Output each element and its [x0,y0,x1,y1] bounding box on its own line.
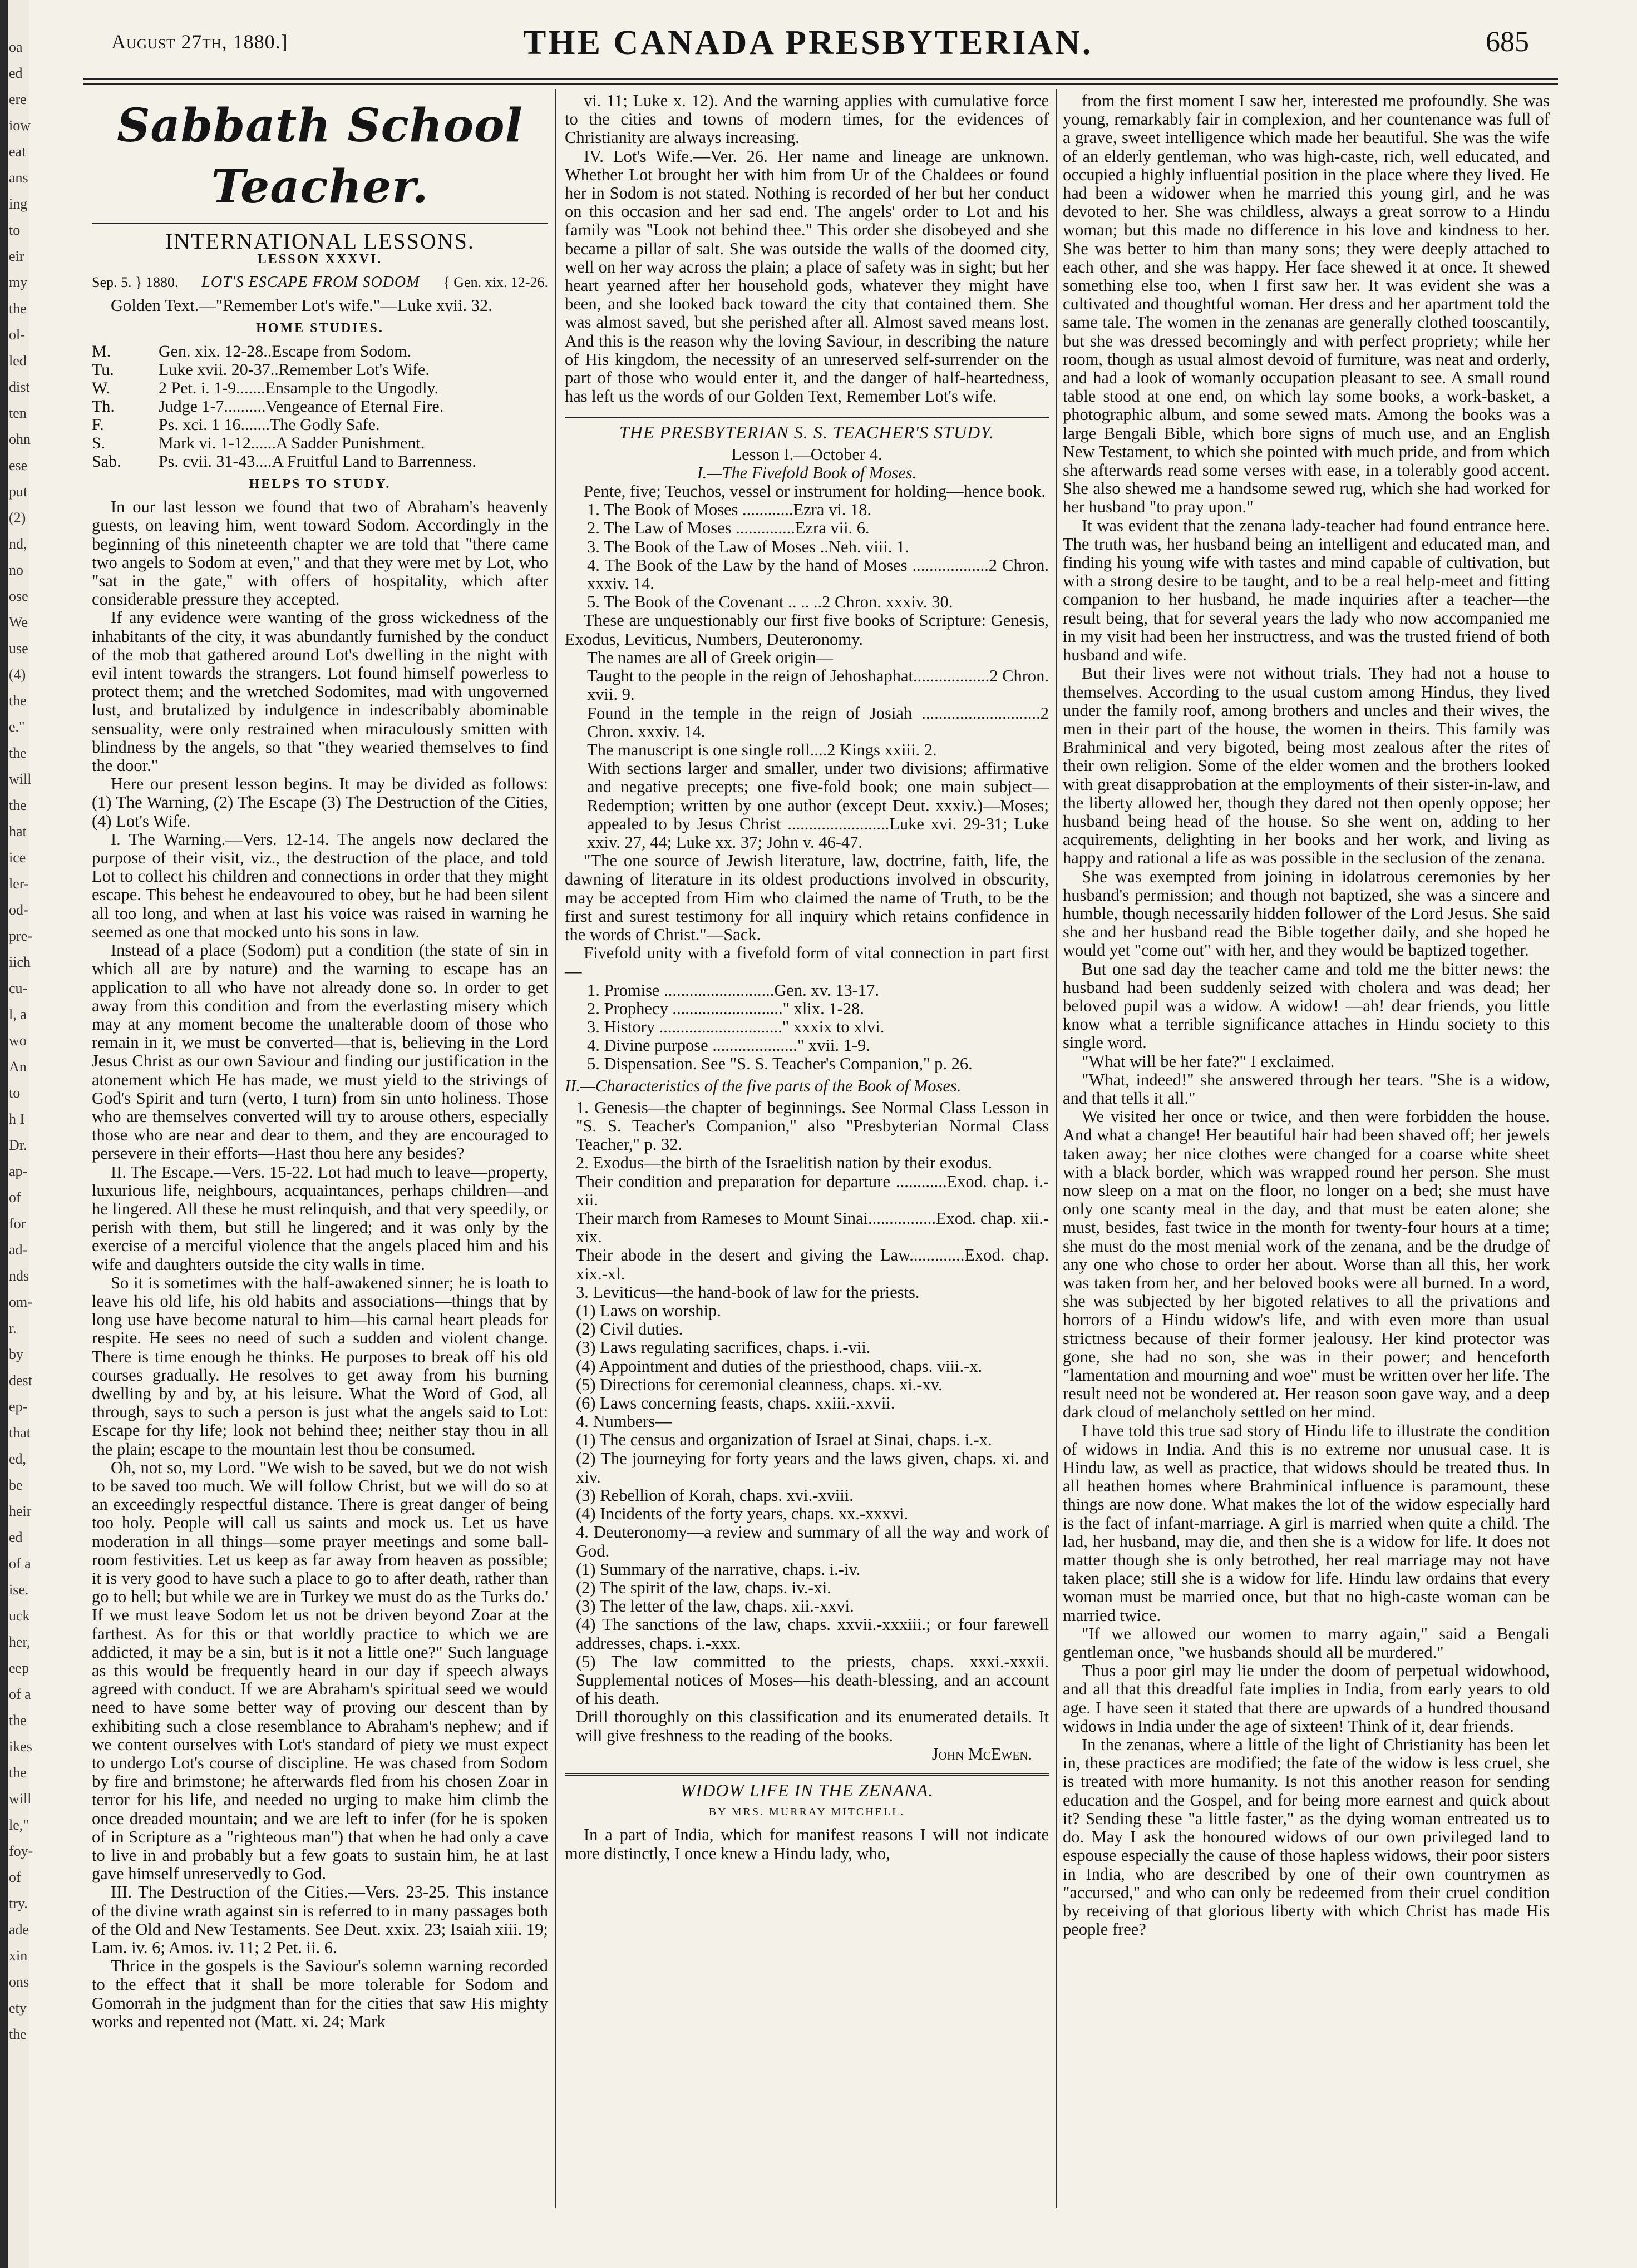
widow-paragraph: "If we allowed our women to marry again," said a Bengali gentleman once, "we husbands should all be murdered." [1063,1624,1550,1662]
lesson-paragraph: Here our present lesson begins. It may be divided as follows: (1) The Warning, (2) The Escape (3) The Destruction of the Cities, (4) Lot's Wife. [92,774,548,831]
home-study-day: Sab. [92,452,121,471]
home-study-day: F. [92,416,104,434]
gutter-fragment: nd, [9,536,27,552]
fivefold-list [565,981,1049,1074]
gutter-fragment: uck [9,1608,30,1624]
gutter-fragment: the [9,1765,27,1781]
home-study-row [92,416,548,434]
gutter-fragment: Dr. [9,1137,27,1153]
gutter-fragment: foy- [9,1843,33,1859]
home-study-row [92,434,548,452]
characteristic-entry: Their abode in the desert and giving the Law.............Exod. chap. xix.-xl. [576,1246,1049,1283]
home-study-text: Ps. xci. 1 16.......The Godly Safe. [159,416,380,434]
home-study-row [92,379,548,397]
gutter-fragment: ons [9,1974,29,1990]
gutter-fragment: will [9,771,32,787]
gutter-fragment: dist [9,379,30,395]
lesson-paragraph: vi. 11; Luke x. 12). And the warning applies with cumulative force to the cities and towns of modern times, for the evidences of Christianity are always increasing. [565,91,1049,147]
gutter-fragment: led [9,353,27,369]
masthead [83,17,1530,72]
gutter-fragment: try. [9,1895,28,1911]
characteristic-entry: (1) Summary of the narrative, chaps. i.-iv. [576,1559,861,1579]
lesson-paragraph: So it is sometimes with the half-awakened sinner; he is loath to leave his old life, his old habits and associations—things that by long use have become natural to him—his carnal heart pleads for respite. He sees no need of such a sudden and violent change. There is time enough he thinks. He purposes to break off his old courses gradually. He resolves to get away from his burning dwelling by and by, at his leisure. What the Word of God, all through, says to such a person is just what the angels said to Lot: Escape for thy life; look not behind thee; neither stay thou in all the plain; escape to the mountain lest thou be consumed. [92,1273,548,1459]
characteristic-entry: (2) The spirit of the law, chaps. iv.-xi. [576,1578,831,1598]
gutter-fragment: r. [9,1320,17,1336]
characteristic-entry: 3. Leviticus—the hand-book of law for the priests. [576,1282,920,1302]
characteristic-entry: (4) Incidents of the forty years, chaps. xx.-xxxvi. [576,1504,909,1524]
gutter-fragment: her, [9,1634,31,1650]
gutter-fragment: ed [9,1529,23,1545]
lesson-date: Sep. 5. } 1880. [92,274,179,291]
column-divider-1 [555,89,556,2208]
home-study-row [92,452,548,471]
home-study-day: Th. [92,397,115,416]
gutter-fragment: om- [9,1294,32,1310]
lesson-paragraph: In our last lesson we found that two of Abraham's heavenly guests, on leaving him, went toward Sodom. Accordingly in the beginning of this nineteenth chapter we are told that "there came two angels to Sodom at even," and that they were met by Lot, who "sat in the gate," with offers of hospitality, which after considerable pressure they accepted. [92,497,548,609]
gutter-fragment: ety [9,2000,27,2016]
characteristic-entry: (4) Appointment and duties of the priesthood, chaps. viii.-x. [576,1356,983,1376]
characteristic-entry: Their march from Rameses to Mount Sinai................Exod. chap. xii.-xix. [576,1208,1049,1247]
characteristic-entry: 4. Deuteronomy—a review and summary of all the way and work of God. [576,1523,1049,1560]
gutter-fragment: the [9,693,27,709]
page-number: 685 [1486,26,1529,58]
widow-paragraph: "What will be her fate?" I exclaimed. [1082,1051,1335,1071]
fivefold-intro: Fivefold unity with a fivefold form of vital connection in part first— [565,943,1049,981]
lesson-title: LOT'S ESCAPE FROM SODOM [201,274,420,291]
lesson-paragraph: I. The Warning.—Vers. 12-14. The angels now declared the purpose of their visit, viz., the destruction of the place, and told Lot to collect his children and connections in order that they might escape. This behest he endeavoured to obey, but he had been silent all too long, and when at last his voice was raised in warning he seemed as one that mocked unto his sons in law. [92,829,548,941]
helps-heading: HELPS TO STUDY. [249,477,391,492]
book-entry: 5. The Book of the Covenant .. .. ..2 Chron. xxxiv. 30. [587,592,953,612]
gutter-fragment: put [9,483,28,500]
col1-body [92,498,548,2031]
issue-date: August 27th, 1880.] [111,31,288,53]
gutter-fragment: for [9,1215,26,1232]
characteristic-entry: (3) The letter of the law, chaps. xii.-xxvi. [576,1597,854,1616]
column-1 [92,92,548,2031]
study-subheading: I.—The Fivefold Book of Moses. [697,463,917,482]
characteristic-entry: Their condition and preparation for departure ............Exod. chap. i.-xii. [576,1172,1049,1209]
characteristic-entry: (1) Laws on worship. [576,1301,721,1320]
lesson-paragraph: Instead of a place (Sodom) put a condition (the state of sin in which all are by nature) and the warning to escape has an application to all who have not already done so. In order to get away from this condition and from the everlasting misery which may at any moment become the unalterable doom of those who remain in it, we must be converted—that is, believing in the Lord Jesus Christ as our own Saviour and finding our justification in the atonement which He has made, we must yield to the strivings of God's Spirit and turn (verto, I turn) from sin unto holiness. Those who are themselves converted will try to arouse others, especially those who are near and dear to them, and they are encouraged to persevere in their efforts—Hast thou here any besides? [92,941,548,1163]
names-entry: With sections larger and smaller, under two divisions; affirmative and negative precepts; one five-fold book; one main subject—Redemption; written by one author (except Deut. xxxiv.)—Moses; appealed to by Jesus Christ ........................Luke xvi. 29-31; Luke xxiv. 27, 44; Luke xx. 37; John v. 46-47. [587,759,1049,852]
gutter-fragment: cu- [9,980,28,996]
gutter-fragment: eep [9,1660,29,1676]
gutter-fragment: ice [9,849,26,866]
gutter-fragment: of a [9,1686,31,1702]
home-study-day: M. [92,342,111,361]
widow-paragraph: I have told this true sad story of Hindu life to illustrate the condition of widows in India. And this is no extreme nor unusual case. It is Hindu law, as well as practice, that widows should be treated thus. In all heathen homes where Brahminical influence is paramount, these things are now done. What makes the lot of the widow especially hard is the fact of infant-marriage. A girl is married when quite a child. The lad, her husband, may die, and then she is a widow for life. It does not matter though she is only betrothed, her real marriage may not have taken place; still she is a widow for life. Hindu law ordains that every woman must be married once, but that no high-caste woman can be married twice. [1063,1421,1550,1625]
home-study-text: Ps. cvii. 31-43....A Fruitful Land to Barrenness. [159,452,476,471]
home-studies-heading: HOME STUDIES. [256,320,384,335]
header-rule [83,78,1558,80]
gutter-fragment: ap- [9,1163,28,1179]
column-3 [1063,92,1550,1939]
home-study-row [92,397,548,416]
home-study-day: W. [92,379,111,398]
characteristic-entry: (6) Laws concerning feasts, chaps. xxiii.-xxvii. [576,1394,895,1413]
gutter-fragment: will [9,1791,32,1807]
gutter-fragment: ten [9,405,27,421]
study-lesson: Lesson I.—October 4. [731,444,882,464]
home-study-day: Tu. [92,360,114,379]
names-entry: Taught to the people in the reign of Jehoshaphat..................2 Chron. xvii. 9. [587,666,1049,704]
lessons-heading: INTERNATIONAL LESSONS. [165,229,475,254]
lesson-paragraph: Oh, not so, my Lord. "We wish to be saved, but we do not wish to be saved too much. We will follow Christ, but we will do so at an exceedingly respectful distance. There is great danger of being too holy. People will call us saints and mock us. Let us have moderation in all things—some prayer meetings and some ball-room festivities. Let us keep as far away from heaven as possible; it is very good to have such a place to go to after death, rather than go to hell; but while we are in Turkey we must do as the Turks do.' If we must leave Sodom let us not be driven beyond Zoar at the farthest. As for this or that worldly practice to which we are addicted, it may be a sin, but is it not a little one?" Such language as this would be frequently heard in our day if speech always agreed with conduct. If we are Abraham's spiritual seed we would need to have some better way of proving our descent than by exhibiting such a close resemblance to Abraham's nephew; and if we content ourselves with Lot's standard of piety we must expect to undergo Lot's course of discipline. He was chased from Sodom by fire and brimstone; he afterwards fled from his chosen Zoar in terror for his life, and needed no urging to make him climb the once dreaded mountain; and we are left to infer (for he is spoken of in Scripture as a "righteous man") that when he had only a cave to live in and probably but a few goats to sustain him, he at last gave himself unreservedly to God. [92,1457,548,1884]
characteristic-entry: (5) The law committed to the priests, chaps. xxxi.-xxxii. Supplemental notices of Moses—his death-blessing, and an account of his death. [576,1652,1049,1708]
gutter-fragment: An [9,1059,27,1075]
study-rule [565,416,1049,418]
widow-paragraph: In the zenanas, where a little of the light of Christianity has been let in, these practices are modified; the fate of the widow is less cruel, she is treated with more humanity. Is not this another reason for sending education and the Gospel, and for being more earnest and quick about it? Sending these "a little faster," as the dying woman entreated us to do. May I ask the honoured widows of our own privileged land to espouse especially the cause of those hapless widows, their poor sisters in India, who are described by one of their own countrymen as "accursed," and who can only be redeemed from their cruel condition by receiving of that glorious liberty with which Christ has made His people free? [1063,1735,1550,1939]
books-list [565,501,1049,611]
gutter-fragment: of [9,1869,21,1885]
gutter-fragment: h I [9,1111,25,1127]
lesson-paragraph: IV. Lot's Wife.—Ver. 26. Her name and lineage are unknown. Whether Lot brought her with him from Ur of the Chaldees or found her in Sodom is not stated. Nothing is recorded of her but her conduct on this occasion and her sad end. The angels' order to Lot and his family was "Look not behind thee." This order she disobeyed and she became a pillar of salt. She was outside the walls of the doomed city, well on her way across the plain; a place of safety was in sight; but her heart yearned after her household gods, whatever they might have been, and she looked back toward the city that contained them. She was almost saved, but she perished after all. Almost saved means lost. And this is the reason why the loving Saviour, in describing the nature of His kingdom, the necessity of an unreserved self-surrender on the part of those who would enter it, and the danger of half-heartedness, has left us the words of our Golden Text, Remember Lot's wife. [565,146,1049,406]
gutter-fragment: the [9,2026,27,2042]
fivefold-entry: 5. Dispensation. See "S. S. Teacher's Companion," p. 26. [587,1054,973,1074]
names-entry: The names are all of Greek origin— [587,648,834,667]
widow-paragraph: from the first moment I saw her, interested me profoundly. She was young, remarkably fair in complexion, and her countenance was full of a grave, sweet intelligence which made her beautiful. She was the wife of an elderly gentleman, who was high-caste, rich, well educated, and occupied a highly influential position in the place where they lived. He had been a widower when he married this young girl, and he was devoted to her. She was childless, always a great sorrow to a Hindu woman; but this made no difference in his love and kindness to her. She was better to him than many sons; they were deeply attached to each other, and she was happy. Her face shewed it at once. It shewed something else too, when I first saw her. It was evident she was a cultivated and thoughtful woman. Her dress and her apartment told the same tale. The women in the zenanas are generally clothed tooscantily, but she was dressed becomingly and with perfect propriety; while her room, though as usual almost devoid of furniture, was neat and orderly, and had a look of womanly occupation pleasant to see. A small round table stood at one end, on which lay some books, a work-basket, a photographic album, and some sewed mats. Among the books was a large Bengali Bible, which bore signs of much use, and an English New Testament, to which she pointed with much pride, and from which she afterwards read some verses with ease, in a tolerably good accent. She also shewed me a handsome sewed rug, which she had worked for her husband "to pray upon." [1063,91,1550,517]
characteristic-entry: Drill thoroughly on this classification and its enumerated details. It will give freshness to the reading of the books. [576,1707,1049,1745]
gutter-fragment: xin [9,1948,28,1964]
lesson-reference: { Gen. xix. 12-26. [443,274,548,291]
gutter-fragment: be [9,1477,23,1493]
book-entry: 3. The Book of the Law of Moses ..Neh. viii. 1. [587,537,909,556]
gutter-fragment: iich [9,954,31,970]
widow-paragraph: Thus a poor girl may lie under the doom of perpetual widowhood, and all that this dreadful fate implies in India, from early years to old age. I have seen it stated that there are upwards of a hundred thousand widows in India under the age of sixteen! Think of it, dear friends. [1063,1661,1550,1736]
gutter-fragment: the [9,1712,27,1728]
lesson-number: LESSON XXXVI. [257,252,383,267]
gutter-fragment: ohn [9,431,31,447]
gutter-fragment: (4) [9,666,26,683]
home-study-day: S. [92,434,106,453]
gutter-fragment: wo [9,1032,27,1049]
gutter-fragment: ans [9,170,28,186]
gutter-fragment: ade [9,1921,29,1938]
characteristics-list [565,1099,1049,1745]
characteristic-entry: (2) Civil duties. [576,1320,683,1339]
column-divider-2 [1056,89,1057,2208]
characteristic-entry: (2) The journeying for forty years and the laws given, chaps. xi. and xiv. [576,1449,1049,1486]
lesson-paragraph: III. The Destruction of the Cities.—Vers. 23-25. This instance of the divine wrath against sin is referred to in many passages both of the Old and New Testaments. See Deut. xxix. 23; Isaiah xiii. 19; Lam. iv. 6; Amos. iv. 11; 2 Pet. ii. 6. [92,1882,548,1958]
fivefold-entry: 3. History ............................." xxxix to xlvi. [587,1017,885,1036]
gutter-fragment: ol- [9,327,25,343]
gutter-fragment: ep- [9,1399,28,1415]
widow-paragraph: She was exempted from joining in idolatrous ceremonies by her husband's permission; and though not baptized, she was a sincere and humble, though necessarily hidden follower of the Lord Jesus. She said she and her husband read the Bible together daily, and she hoped he would yet "come out" with her, and they would be baptized together. [1063,867,1550,960]
widow-heading: WIDOW LIFE IN THE ZENANA. [680,1780,934,1801]
characteristic-entry: (3) Laws regulating sacrifices, chaps. i.-vii. [576,1338,871,1357]
characteristic-entry: 4. Numbers— [576,1412,672,1431]
gutter-fragment: ikes [9,1738,32,1755]
names-entry: Found in the temple in the reign of Josiah ............................2 Chron. xxxiv. 14. [587,703,1049,741]
characteristic-entry: (3) Rebellion of Korah, chaps. xvi.-xviii. [576,1486,854,1505]
gutter-fragment: heir [9,1503,32,1519]
home-study-text: Judge 1-7..........Vengeance of Eternal Fire. [159,397,444,416]
gutter-fragment: the [9,745,27,761]
col2-top-body [565,92,1049,406]
characteristic-entry: (1) The census and organization of Israel at Sinai, chaps. i.-x. [576,1430,992,1450]
lesson-paragraph: II. The Escape.—Vers. 15-22. Lot had much to leave—property, luxurious life, neighbours, acquaintances, perhaps children—and he lingered. All these he must relinquish, and that very speedily, or perish with them, but still he lingered; and it was only by the exercise of a merciful violence that the angels placed him and his wife and daughters outside the city walls in time. [92,1162,548,1274]
characteristics-heading: II.—Characteristics of the five parts of the Book of Moses. [565,1076,962,1095]
fivefold-entry: 1. Promise ..........................Gen. xv. 13-17. [587,980,879,1000]
home-study-row [92,342,548,360]
fivefold-entry: 2. Prophecy .........................." xlix. 1-28. [587,999,864,1018]
home-study-text: 2 Pet. i. 1-9.......Ensample to the Ungodly. [159,379,438,398]
col3-body [1063,92,1550,1939]
gutter-fragment: e." [9,719,25,735]
section-banner: Sabbath School Teacher. [117,99,523,214]
unquestion-text: These are unquestionably our first five books of Scripture: Genesis, Exodus, Leviticus, Numbers, Deuteronomy. [565,611,1049,649]
sack-quote: "The one source of Jewish literature, law, doctrine, faith, life, the dawning of literature in its oldest productions involved in obscurity, may be accepted from Him who claimed the name of Truth, to be the first and surest testimony for all inquiry which retains confidence in the words of Christ."—Sack. [565,851,1049,944]
gutter-fragment: my [9,274,28,290]
gutter-fragment: le," [9,1817,29,1833]
gutter-fragment: od- [9,902,28,918]
gutter-fragment: ese [9,457,28,473]
characteristic-entry: 2. Exodus—the birth of the Israelitish nation by their exodus. [576,1153,992,1173]
home-study-row [92,360,548,379]
gutter-fragment: of a [9,1555,31,1572]
home-study-text: Luke xvii. 20-37..Remember Lot's Wife. [159,360,430,379]
page-edge-shadow [0,0,8,2268]
gutter-fragment: ose [9,588,28,604]
widow-paragraph: But their lives were not without trials. They had not a house to themselves. According to the usual custom among Hindus, they lived under the family roof, among brothers and uncles and their wives, the men in their part of the house, the women in theirs. This family was Brahminical and very bigoted, being most zealous after the rites of their own religion. Some of the elder women and the brothers looked with great disapprobation at the employments of their sister-in-law, and the liberty allowed her, though they dared not then openly oppose; her husband being head of the house. So she went on, adding to her acquirements, delighting in her books and her work, and living as happy and rational a life as was possible in the seclusion of the zenana. [1063,664,1550,868]
gutter-fragment: eat [9,144,26,160]
lesson-title-row [92,273,548,291]
lesson-paragraph: If any evidence were wanting of the gross wickedness of the inhabitants of the city, it was abundantly furnished by the conduct of the mob that gathered around Lot's dwelling in the night with evil intent towards the strangers. Lot found himself powerless to protect them; and the wretched Sodomites, mad with ungoverned lust, and brutalized by indulgence in indescribably abominable sensuality, were only restrained when miraculously smitten with blindness by the angels, so that "they wearied themselves to find the door." [92,608,548,775]
home-study-text: Gen. xix. 12-28..Escape from Sodom. [159,342,412,361]
banner-rule [92,223,548,224]
characteristic-entry: (4) The sanctions of the law, chaps. xxvii.-xxxiii.; or four farewell addresses, chaps. i.-xxx. [576,1615,1049,1653]
gutter-fragment: ed, [9,1451,27,1467]
gutter-fragment: the [9,300,27,317]
header-rule-thin [83,83,1558,85]
gutter-fragment: nds [9,1268,29,1284]
widow-paragraph: It was evident that the zenana lady-teacher had found entrance here. The truth was, her husband being an intelligent and educated man, and finding his young wife with tastes and mind capable of cultivation, but with a strong desire to be taught, and to be a real help-meet and fitting companion to her husband, he made inquiries after a teacher—the result being, that for several years the lady who now accompanied me in my visit had been her instructress, and was the trusted friend of both husband and wife. [1063,516,1550,665]
book-entry: 4. The Book of the Law by the hand of Moses ..................2 Chron. xxxiv. 14. [587,555,1049,594]
gutter-fragment: ed [9,65,23,81]
adjacent-page-gutter [0,0,33,2268]
widow-opening: In a part of India, which for manifest reasons I will not indicate more distinctly, I once knew a Hindu lady, who, [565,1825,1049,1863]
column-2 [565,92,1049,1863]
names-entry: The manuscript is one single roll....2 Kings xxiii. 2. [587,740,937,759]
gutter-fragment: pre- [9,928,32,944]
gutter-fragment: We [9,614,28,630]
widow-rule [565,1773,1049,1776]
widow-paragraph: But one sad day the teacher came and told me the bitter news: the husband had been suddenly seized with cholera and was dead; her beloved pupil was a widow. A widow! —ah! dear friends, you little know what a terrible significance attaches in Hindu society to this single word. [1063,959,1550,1053]
pente-definition: Pente, five; Teuchos, vessel or instrument for holding—hence book. [584,482,1046,501]
book-entry: 2. The Law of Moses ..............Ezra vii. 6. [587,518,870,538]
book-entry: 1. The Book of Moses ............Ezra vi. 18. [587,500,872,520]
home-study-text: Mark vi. 1-12......A Sadder Punishment. [159,434,425,453]
signature: John McEwen. [931,1744,1032,1763]
characteristic-entry: 1. Genesis—the chapter of beginnings. See Normal Class Lesson in "S. S. Teacher's Companion," also "Presbyterian Normal Class Teacher," p. 32. [576,1098,1049,1154]
characteristic-entry: (5) Directions for ceremonial cleanness, chaps. xi.-xv. [576,1375,943,1394]
names-list [565,649,1049,852]
gutter-fragment: to [9,1085,21,1101]
widow-paragraph: "What, indeed!" she answered through her tears. "She is a widow, and that tells it all." [1063,1070,1550,1108]
gutter-fragment: hat [9,823,27,839]
gutter-fragment: iow [9,117,31,134]
gutter-fragment: ing [9,196,28,212]
gutter-fragment: oa [9,39,23,55]
gutter-fragment: ere [9,91,27,107]
gutter-fragment: of [9,1189,21,1205]
home-studies-list [92,342,548,471]
gutter-fragment: dest [9,1372,32,1389]
gutter-fragment: ad- [9,1242,28,1258]
gutter-fragment: ler- [9,876,29,892]
gutter-fragment: by [9,1346,23,1362]
gutter-fragment: ise. [9,1582,29,1598]
newspaper-title: THE CANADA PRESBYTERIAN. [523,24,1093,62]
lesson-paragraph: Thrice in the gospels is the Saviour's solemn warning recorded to the effect that it shall be more tolerable for Sodom and Gomorrah in the judgment than for the cities that saw His mighty works and repented not (Matt. xi. 24; Mark [92,1956,548,2031]
gutter-fragment: l, a [9,1006,27,1022]
gutter-fragment: eir [9,248,24,264]
golden-text: Golden Text.—"Remember Lot's wife."—Luke xvii. 32. [111,295,492,315]
gutter-fragment: no [9,562,23,578]
fivefold-entry: 4. Divine purpose ...................." xvii. 1-9. [587,1036,870,1055]
gutter-fragment: use [9,640,28,656]
widow-byline: BY MRS. MURRAY MITCHELL. [708,1806,905,1819]
gutter-fragment: the [9,797,27,813]
gutter-fragment: to [9,222,21,238]
gutter-fragment: that [9,1425,31,1441]
gutter-fragment: (2) [9,510,26,526]
widow-paragraph: We visited her once or twice, and then were forbidden the house. And what a change! Her beautiful hair had been shaved off; her jewels taken away; her nice clothes were changed for a coarse white sheet with a black border, which was wrapped round her person. She must now sleep on a mat on the floor, no longer on a bed; she must have only one scanty meal in the day, and that must be eaten alone; she must, besides, fast twice in the month for twenty-four hours at a time; she must do the most menial work of the zenana, and be the drudge of any one who chose to order her about. Worse than all this, her work was taken from her, and her beloved books were all burned. In a word, she was subjected by her bigoted relatives to all the privations and horrors of a Hindu widow's life, and with even more than usual strictness because of their former jealousy. Her kind protector was gone, she had no son, she was in their power; and henceforth "lamentation and mourning and woe" must be written over her life. The result need not be wondered at. Her reason soon gave way, and a deep dark cloud of melancholy settled on her mind. [1063,1107,1550,1422]
study-heading: THE PRESBYTERIAN S. S. TEACHER'S STUDY. [619,422,995,443]
